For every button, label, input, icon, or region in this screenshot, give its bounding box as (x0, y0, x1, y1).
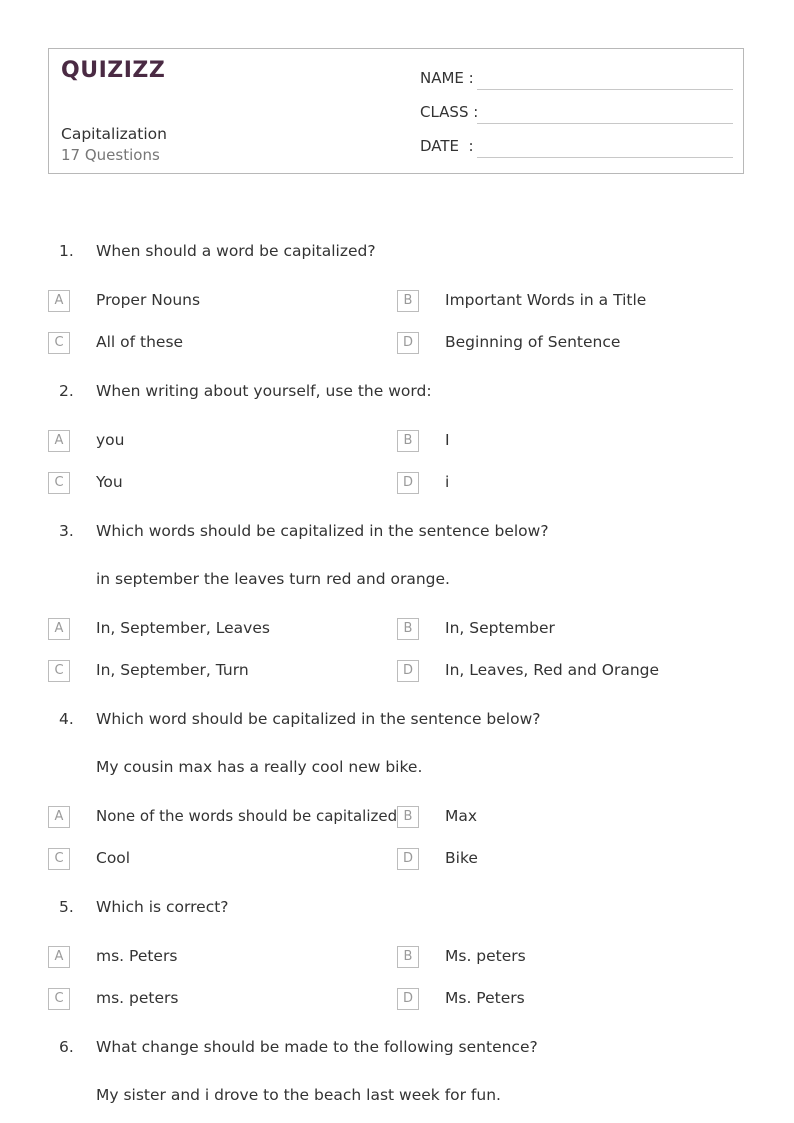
quizizz-logo: QUIZIZZ (61, 58, 166, 83)
option-text: All of these (96, 333, 184, 351)
option-text: In, Leaves, Red and Orange (445, 661, 660, 679)
worksheet-title: Capitalization (61, 125, 167, 143)
option-text: Max (445, 807, 478, 825)
question-3-sentence: in september the leaves turn red and orange. (96, 570, 450, 588)
question-5-text: Which is correct? (96, 898, 229, 916)
option-box[interactable]: B (397, 806, 419, 828)
option-box[interactable]: A (48, 290, 70, 312)
option-box[interactable]: D (397, 988, 419, 1010)
name-label: NAME : (420, 69, 474, 87)
option-text: Cool (96, 849, 131, 867)
option-text: ms. peters (96, 989, 179, 1007)
option-box[interactable]: A (48, 430, 70, 452)
option-box[interactable]: A (48, 618, 70, 640)
option-box[interactable]: C (48, 472, 70, 494)
question-6-sentence: My sister and i drove to the beach last week for fun. (96, 1086, 501, 1104)
option-box[interactable]: D (397, 848, 419, 870)
option-box[interactable]: D (397, 660, 419, 682)
question-3-number: 3. (59, 522, 74, 540)
class-line (477, 123, 733, 124)
question-6-text: What change should be made to the following sentence? (96, 1038, 538, 1056)
option-text: Bike (445, 849, 478, 867)
question-1-text: When should a word be capitalized? (96, 242, 376, 260)
option-text: I (445, 431, 450, 449)
option-box[interactable]: B (397, 290, 419, 312)
class-label: CLASS : (420, 103, 479, 121)
question-4-number: 4. (59, 710, 74, 728)
worksheet-header (48, 48, 744, 174)
option-text: Proper Nouns (96, 291, 201, 309)
option-box[interactable]: C (48, 988, 70, 1010)
option-box[interactable]: B (397, 430, 419, 452)
question-1-number: 1. (59, 242, 74, 260)
question-4-text: Which word should be capitalized in the sentence below? (96, 710, 541, 728)
option-box[interactable]: B (397, 946, 419, 968)
option-text: In, September, Leaves (96, 619, 270, 637)
option-text: i (445, 473, 450, 491)
option-text: None of the words should be capitalized (96, 807, 398, 825)
option-text: Ms. peters (445, 947, 526, 965)
option-box[interactable]: A (48, 806, 70, 828)
option-text: Beginning of Sentence (445, 333, 621, 351)
option-text: You (96, 473, 123, 491)
option-text: Ms. Peters (445, 989, 525, 1007)
name-line (477, 89, 733, 90)
question-6-number: 6. (59, 1038, 74, 1056)
question-2-text: When writing about yourself, use the word: (96, 382, 432, 400)
option-box[interactable]: C (48, 660, 70, 682)
question-2-number: 2. (59, 382, 74, 400)
option-box[interactable]: C (48, 848, 70, 870)
option-box[interactable]: C (48, 332, 70, 354)
option-text: you (96, 431, 125, 449)
option-text: ms. Peters (96, 947, 178, 965)
date-label: DATE : (420, 137, 474, 155)
option-box[interactable]: B (397, 618, 419, 640)
option-text: In, September, Turn (96, 661, 249, 679)
date-line (477, 157, 733, 158)
option-box[interactable]: A (48, 946, 70, 968)
question-count: 17 Questions (61, 146, 160, 164)
option-text: In, September (445, 619, 555, 637)
option-box[interactable]: D (397, 332, 419, 354)
option-box[interactable]: D (397, 472, 419, 494)
option-text: Important Words in a Title (445, 291, 647, 309)
question-3-text: Which words should be capitalized in the sentence below? (96, 522, 549, 540)
question-4-sentence: My cousin max has a really cool new bike. (96, 758, 423, 776)
question-5-number: 5. (59, 898, 74, 916)
